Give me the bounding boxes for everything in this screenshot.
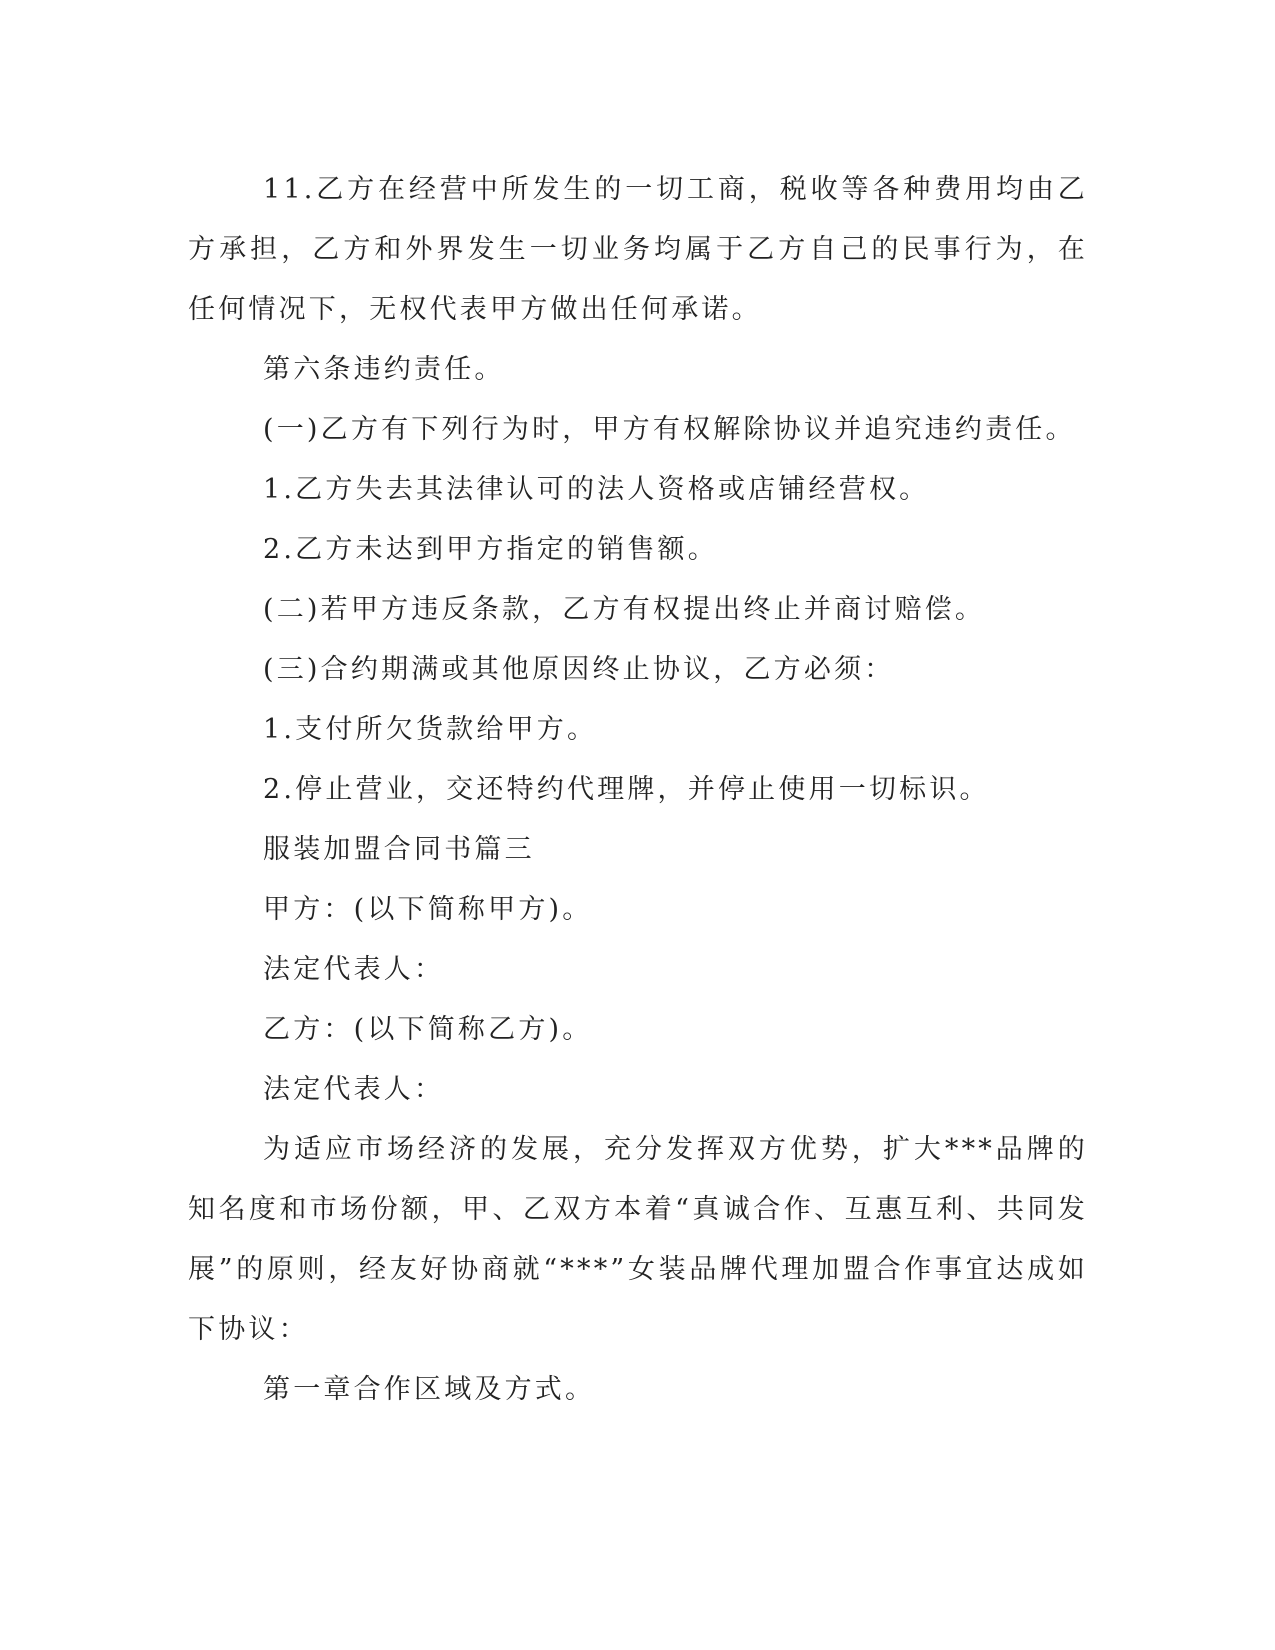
paragraph-clause-11: 11.乙方在经营中所发生的一切工商，税收等各种费用均由乙方承担，乙方和外界发生一切业务均属于乙方自己的民事行为，在任何情况下，无权代表甲方做出任何承诺。 xyxy=(188,174,1088,325)
paragraph-section-1: (一)乙方有下列行为时，甲方有权解除协议并追究违约责任。 xyxy=(263,414,1076,445)
paragraph-article-6-heading: 第六条违约责任。 xyxy=(263,354,505,385)
paragraph-item-2b: 2.停止营业，交还特约代理牌，并停止使用一切标识。 xyxy=(263,774,990,805)
paragraph-contract-title: 服装加盟合同书篇三 xyxy=(263,834,535,865)
paragraph-party-b: 乙方：(以下简称乙方)。 xyxy=(263,1014,593,1045)
paragraph-section-2: (二)若甲方违反条款，乙方有权提出终止并商讨赔偿。 xyxy=(263,594,986,625)
paragraph-chapter-1-heading: 第一章合作区域及方式。 xyxy=(263,1374,596,1405)
paragraph-section-3: (三)合约期满或其他原因终止协议，乙方必须： xyxy=(263,654,895,685)
paragraph-item-2: 2.乙方未达到甲方指定的销售额。 xyxy=(263,534,718,565)
paragraph-item-1: 1.乙方失去其法律认可的法人资格或店铺经营权。 xyxy=(263,474,930,505)
paragraph-legal-rep-a: 法定代表人： xyxy=(263,954,445,985)
document-body xyxy=(188,160,1088,1420)
paragraph-item-1b: 1.支付所欠货款给甲方。 xyxy=(263,714,598,745)
paragraph-legal-rep-b: 法定代表人： xyxy=(263,1074,445,1105)
paragraph-party-a: 甲方：(以下简称甲方)。 xyxy=(263,894,593,925)
paragraph-preamble: 为适应市场经济的发展，充分发挥双方优势，扩大***品牌的知名度和市场份额，甲、乙双方本着“真诚合作、互惠互利、共同发展”的原则，经友好协商就“***”女装品牌代理加盟合作事宜达成如下协议： xyxy=(188,1134,1088,1345)
